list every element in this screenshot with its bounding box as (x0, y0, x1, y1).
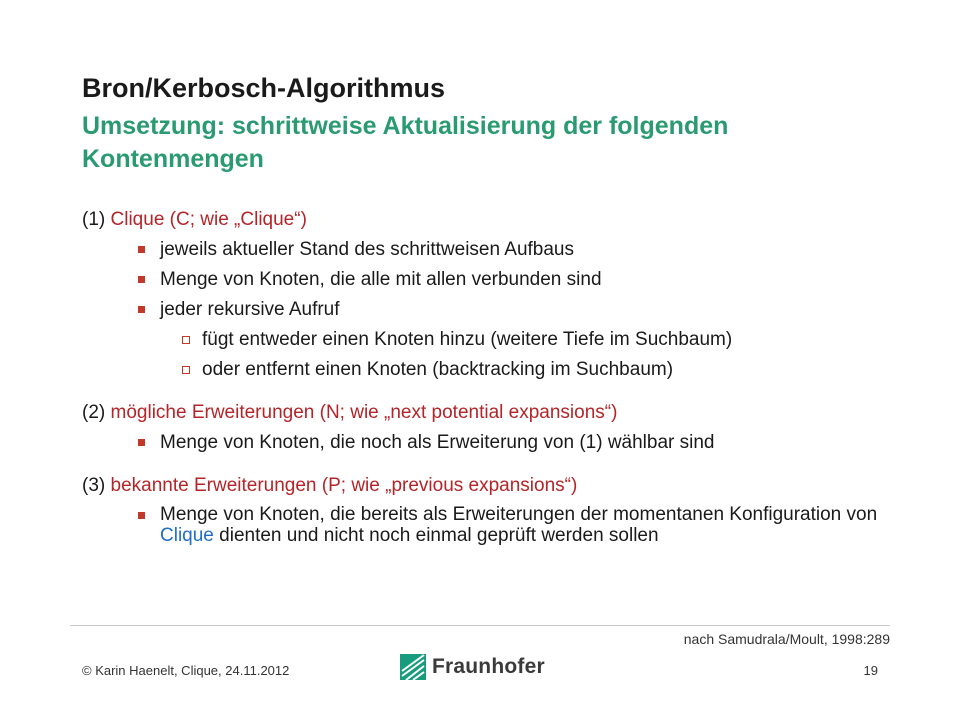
bullet-text: jeweils aktueller Stand des schrittweisen Aufbaus (160, 239, 575, 260)
sub-bullet-text: fügt entweder einen Knoten hinzu (weitere Tiefe im Suchbaum) (202, 329, 733, 350)
section-2-heading (82, 401, 902, 424)
square-bullet-icon (138, 439, 145, 446)
sub-bullet-text: oder entfernt einen Knoten (backtracking im Suchbaum) (202, 359, 674, 380)
section-2-number: (2) (82, 402, 106, 423)
slide-content (82, 208, 902, 546)
fraunhofer-logo (400, 654, 545, 680)
section-1-number: (1) (82, 209, 106, 230)
sub-list-item (82, 328, 902, 351)
bullet-text: Menge von Knoten, die alle mit allen verbunden sind (160, 269, 602, 290)
fraunhofer-logo-icon (400, 654, 426, 680)
square-bullet-icon (138, 246, 145, 253)
section-3-title: bekannte Erweiterungen (P; wie „previous expansions“) (110, 475, 578, 496)
list-item (82, 268, 902, 291)
bullet-text: Menge von Knoten, die noch als Erweiterung von (1) wählbar sind (160, 432, 715, 453)
section-1-title: Clique (C; wie „Clique“) (110, 209, 307, 230)
sub-list-item (82, 358, 902, 381)
square-bullet-icon (138, 306, 145, 313)
citation: nach Samudrala/Moult, 1998:289 (683, 631, 890, 647)
slide-title: Bron/Kerbosch-Algorithmus (82, 73, 446, 103)
list-item (82, 238, 902, 261)
page-number: 19 (863, 663, 878, 678)
list-item (82, 298, 902, 321)
hollow-square-bullet-icon (182, 336, 190, 344)
square-bullet-icon (138, 512, 145, 519)
footer-copyright: © Karin Haenelt, Clique, 24.11.2012 (82, 663, 290, 678)
hollow-square-bullet-icon (182, 366, 190, 374)
list-item (82, 431, 902, 454)
section-3-heading (82, 474, 902, 497)
section-3-number: (3) (82, 475, 106, 496)
list-item (82, 504, 902, 546)
bullet-text-before: Menge von Knoten, die bereits als Erweiterungen der momentanen Konfiguration von (160, 504, 878, 525)
logo-text: Fraunhofer (432, 655, 545, 678)
bullet-text: jeder rekursive Aufruf (160, 299, 340, 320)
bullet-text-after: dienten und nicht noch einmal geprüft werden sollen (213, 525, 659, 546)
section-1-heading (82, 208, 902, 231)
section-2-title: mögliche Erweiterungen (N; wie „next potential expansions“) (110, 402, 618, 423)
footer-divider (70, 625, 890, 626)
slide-subtitle: Umsetzung: schrittweise Aktualisierung der folgenden Kontenmengen (82, 112, 729, 173)
clique-link-text: Clique (160, 525, 214, 546)
square-bullet-icon (138, 276, 145, 283)
